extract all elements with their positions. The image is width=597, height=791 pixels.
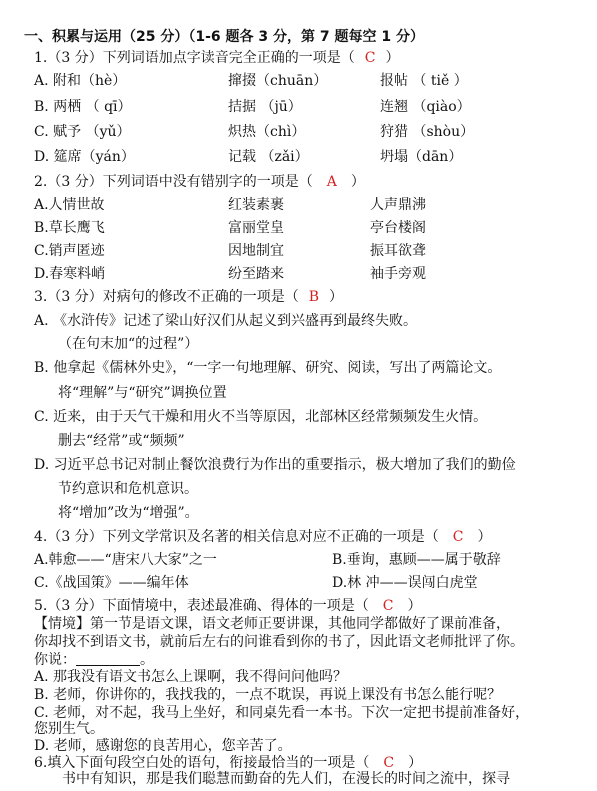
fill-blank — [76, 651, 140, 666]
question-3-line: C. 近来，由于天气干燥和用火不当等原因，北部林区经常频频发生火情。 — [34, 409, 488, 425]
question-3-line: B. 他拿起《儒林外史》，“一字一句地理解、研究、阅读，写出了两篇论文。 — [34, 360, 502, 376]
question-3-line: 将“理解”与“研究”调换位置 — [58, 385, 227, 401]
question-3-line: 节约意识和危机意识。 — [58, 481, 198, 497]
question-6-answer: C — [383, 754, 395, 771]
question-2-stem: 2.（3 分）下列词语中没有错别字的一项是（ A ） — [34, 174, 365, 190]
question-5-line: B. 老师，你讲你的，我找我的，一点不耽误，再说上课没有书怎么能行呢？ — [34, 686, 502, 703]
question-2-option-d: D.春寒料峭 纷至踏来 袖手旁观 — [34, 266, 426, 282]
question-3-answer: B — [308, 289, 320, 305]
question-4-options-row: A.韩愈——“唐宋八大家”之一 B.垂询，惠顾——属于敬辞 — [34, 552, 501, 568]
question-4-answer: C — [452, 529, 464, 545]
question-3-line: A. 《水浒传》记述了梁山好汉们从起义到兴盛再到最终失败。 — [34, 313, 418, 329]
question-3-line: D. 习近平总书记对制止餐饮浪费行为作出的重要指示，极大增加了我们的勤俭 — [34, 457, 516, 473]
question-2-option-a: A.人情世故 红装素裹 人声鼎沸 — [34, 197, 426, 213]
question-4-options-row: C.《战国策》——编年体 D.林 冲——误闯白虎堂 — [34, 575, 478, 591]
question-1-option-b: B. 两栖 （ qī） 拮据 （jū） 连翘 （qiào） — [34, 99, 471, 115]
section-title: 一、积累与运用（25 分）（1-6 题各 3 分，第 7 题每空 1 分） — [24, 29, 424, 45]
question-5-line: 您别生气。 — [34, 721, 104, 737]
question-1-option-a: A. 附和（hè） 撺掇（chuān） 报帖 （ tiě ） — [34, 73, 468, 89]
question-3-line: 删去“经常”或“频频” — [58, 433, 185, 449]
question-2-option-c: C.销声匿迹 因地制宜 振耳欲聋 — [34, 243, 426, 259]
question-1-option-d: D. 筵席（yán） 记载 （zǎi） 坍塌（dān） — [34, 149, 463, 165]
question-2-answer: A — [326, 174, 337, 190]
question-4-stem: 4.（3 分）下列文学常识及名著的相关信息对应不正确的一项是（ C ） — [34, 529, 492, 545]
question-5-line: 你却找不到语文书，就前后左右的问谁看到你的书了，因此语文老师批评了你。 — [34, 633, 524, 650]
question-1-option-c: C. 赋予 （yǔ） 炽热（chì） 狩猎 （shòu） — [34, 124, 475, 140]
question-5-stem: 5.（3 分）下面情境中，表述最准确、得体的一项是（ C ） — [34, 598, 422, 614]
question-5-line: C. 老师，对不起，我马上坐好，和同桌先看一本书。下次一定把书提前准备好， — [34, 704, 530, 721]
question-6-passage: 书中有知识，那是我们聪慧而勤奋的先人们，在漫长的时间之流中，探寻 — [62, 771, 510, 787]
question-1-stem: 1.（3 分）下列词语加点字读音完全正确的一项是（ C ） — [34, 50, 400, 66]
question-5-answer-blank: 你说： 。 — [34, 651, 154, 668]
question-5-line: A. 那我没有语文书怎么上课啊，我不得问问他吗？ — [34, 668, 348, 685]
question-5-line: D. 老师，感谢您的良苦用心，您辛苦了。 — [34, 738, 292, 755]
question-1-answer: C — [364, 50, 376, 66]
question-3-line: （在句末加“的过程”） — [58, 336, 199, 352]
question-3-stem: 3.（3 分）对病句的修改不正确的一项是（ B ） — [34, 289, 344, 305]
question-2-option-b: B.草长鹰飞 富丽堂皇 亭台楼阁 — [34, 220, 426, 236]
question-3-line: 将“增加”改为“增强”。 — [58, 505, 199, 521]
question-5-answer: C — [382, 598, 394, 614]
question-5-line: 【情境】第一节是语文课，语文老师正要讲课，其他同学都做好了课前准备， — [34, 615, 510, 632]
question-6-stem: 6.填入下面句段空白处的语句，衔接最恰当的一项是（ C ） — [34, 754, 423, 771]
